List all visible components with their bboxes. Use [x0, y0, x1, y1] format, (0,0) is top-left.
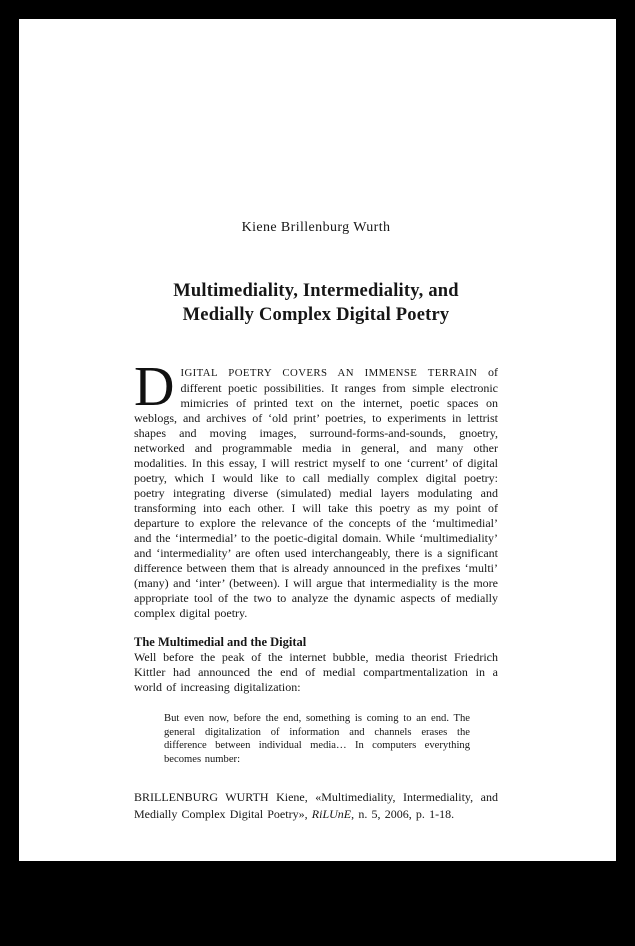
drop-cap: D	[134, 356, 175, 418]
citation-text: BRILLENBURG WURTH Kiene, «Multimediality, Intermediality, and Medially Complex Digital Poetry»,	[134, 790, 498, 821]
body-paragraph: Well before the peak of the internet bubble, media theorist Friedrich Kittler had announced the end of medial compartmentalization in a world of increasing digitalization:	[134, 650, 498, 694]
citation-tail: , n. 5, 2006, p. 1-18.	[351, 807, 455, 821]
intro-lead-smallcaps: IGITAL POETRY COVERS AN IMMENSE TERRAIN	[180, 367, 478, 379]
intro-paragraph-text: of different poetic possibilities. It ranges from simple electronic mimicries of printed text on the internet, poetic spaces on weblogs, and archives of ‘old print’ poetries, to experiments in lettrist shapes and moving images, surround-forms-and-sounds, gnoetry, networked and programmable media in general, and many other modalities. In this essay, I will restrict myself to one ‘current’ of digital poetry, which I would like to call medially complex digital poetry: poetry integrating diverse (simulated) medial layers modulating and transforming into each other. I will take this poetry as my point of departure to explore the relevance of the concepts of the ‘multimedial’ and the ‘intermedial’ to the poetic-digital domain. While ‘multimediality’ and ‘intermediality’ are often used interchangeably, there is a significant difference between them that is already announced in the prefixes ‘multi’ (many) and ‘inter’ (between). I will argue that intermediality is the more appropriate tool of the two to analyze the dynamic aspects of medially complex digital poetry.	[134, 365, 498, 620]
article-title	[134, 279, 498, 327]
author-name: Kiene Brillenburg Wurth	[241, 220, 391, 235]
citation-journal-name: RiLUnE	[311, 807, 352, 821]
footer-citation	[134, 789, 498, 823]
text-block	[134, 19, 498, 823]
intro-paragraph	[134, 356, 498, 621]
title-line-1: Multimediality, Intermediality, and	[173, 281, 459, 301]
block-quote: But even now, before the end, something is coming to an end. The general digitalization of information and channels erases the difference between individual media… In computers everything becomes number:	[164, 713, 470, 765]
title-line-2: Medially Complex Digital Poetry	[182, 305, 450, 325]
document-page	[19, 19, 616, 861]
section-heading: The Multimedial and the Digital	[134, 635, 307, 649]
